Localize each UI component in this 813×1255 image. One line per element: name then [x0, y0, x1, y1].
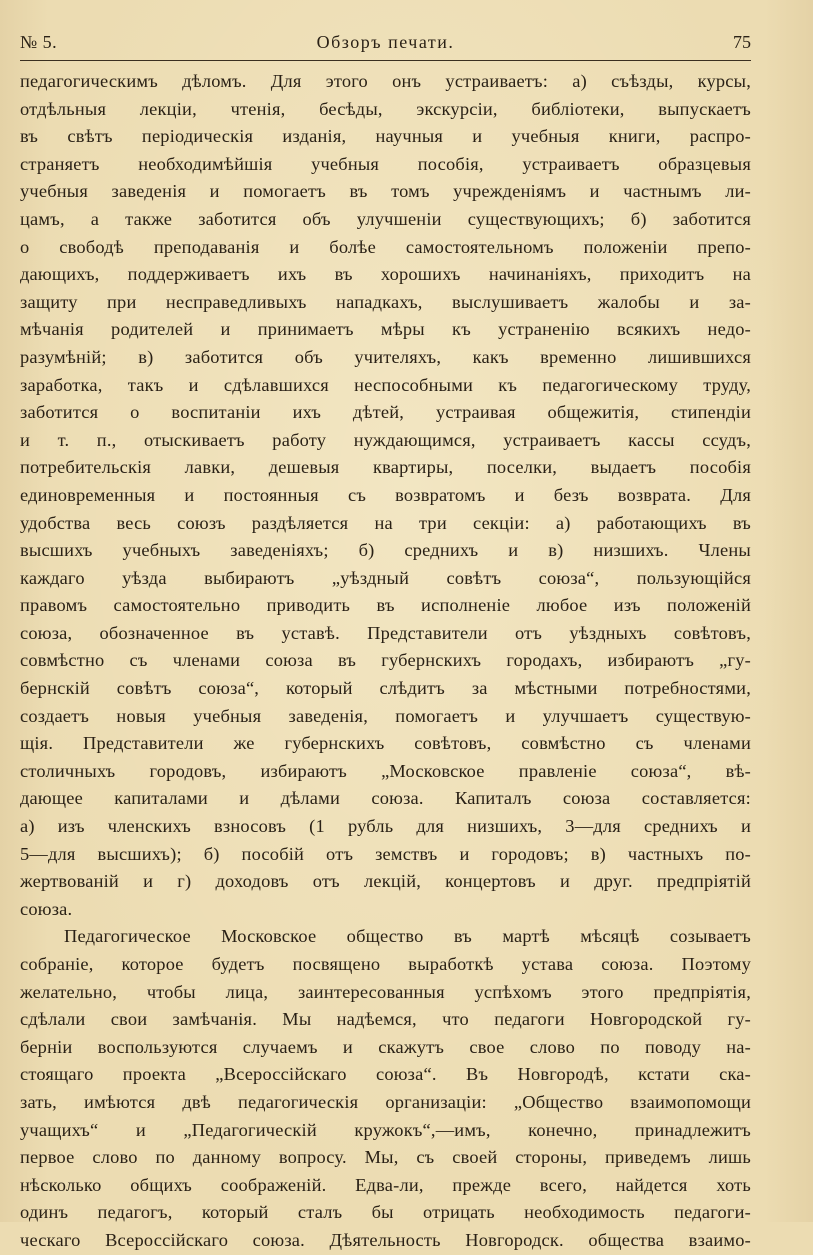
text-line: потребительскія лавки, дешевыя квартиры, поселки, выдаетъ пособія	[20, 457, 751, 478]
text-line: зать, имѣются двѣ педагогическія организаціи: „Общество взаимопомощи	[20, 1091, 751, 1112]
text-line: первое слово по данному вопросу. Мы, съ своей стороны, приведемъ лишь	[20, 1147, 751, 1168]
text-line: и т. п., отыскиваетъ работу нуждающимся, устраиваетъ кассы ссудъ,	[20, 429, 751, 450]
text-line: стоящаго проекта „Всероссійскаго союза“. Въ Новгородѣ, кстати ска-	[20, 1064, 751, 1085]
text-line: дающихъ, поддерживаетъ ихъ въ хорошихъ начинаніяхъ, приходитъ на	[20, 264, 751, 285]
paragraph-1	[20, 68, 751, 923]
text-line: ческаго Всероссійскаго союза. Дѣятельность Новгородск. общества взаимо-	[20, 1229, 751, 1250]
text-line: совмѣстно съ членами союза въ губернскихъ городахъ, избираютъ „гу-	[20, 650, 751, 671]
text-line: разумѣній; в) заботится объ учителяхъ, какъ временно лишившихся	[20, 346, 751, 367]
text-line: мѣчанія родителей и принимаетъ мѣры къ устраненію всякихъ недо-	[20, 319, 751, 340]
text-line: въ свѣтъ періодическія изданія, научныя и учебныя книги, распро-	[20, 126, 751, 147]
page-number: 75	[733, 32, 751, 52]
text-line: каждаго уѣзда выбираютъ „уѣздный совѣтъ союза“, пользующійся	[20, 567, 751, 588]
running-header	[20, 30, 751, 60]
text-line: высшихъ учебныхъ заведеніяхъ; б) среднихъ и в) низшихъ. Члены	[20, 540, 751, 561]
section-title: Обзоръ печати.	[316, 32, 455, 52]
text-line: учебныя заведенія и помогаетъ въ томъ учрежденіямъ и частнымъ ли-	[20, 181, 751, 202]
text-line: цамъ, а также заботится объ улучшеніи существующихъ; б) заботится	[20, 208, 751, 229]
paragraph-2	[20, 923, 751, 1254]
text-line: защиту при несправедливыхъ нападкахъ, выслушиваетъ жалобы и за-	[20, 291, 751, 312]
text-line: страняетъ необходимѣйшія учебныя пособія, устраиваетъ образцевыя	[20, 153, 751, 174]
text-line: заработка, такъ и сдѣлавшихся неспособными къ педагогическому труду,	[20, 374, 751, 395]
text-line: жертвованій и г) доходовъ отъ лекцій, концертовъ и друг. предпріятій	[20, 871, 751, 892]
text-line: одинъ педагогъ, который сталъ бы отрицать необходимость педагоги-	[20, 1202, 751, 1223]
text-line: удобства весь союзъ раздѣляется на три секціи: а) работающихъ въ	[20, 512, 751, 533]
text-line: нѣсколько общихъ соображеній. Едва-ли, прежде всего, найдется хоть	[20, 1174, 751, 1195]
text-line: бернскій совѣтъ союза“, который слѣдитъ за мѣстными потребностями,	[20, 678, 751, 699]
text-line: столичныхъ городовъ, избираютъ „Московское правленіе союза“, вѣ-	[20, 760, 751, 781]
text-line: желательно, чтобы лица, заинтересованныя успѣхомъ этого предпріятія,	[20, 981, 751, 1002]
text-line: Педагогическое Московское общество въ мартѣ мѣсяцѣ созываетъ	[64, 926, 751, 947]
text-line: щія. Представители же губернскихъ совѣтовъ, совмѣстно съ членами	[20, 733, 751, 754]
text-line: правомъ самостоятельно приводить въ исполненіе любое изъ положеній	[20, 595, 751, 616]
text-line: 5—для высшихъ); б) пособій отъ земствъ и городовъ; в) частныхъ по-	[20, 843, 751, 864]
text-line: дающее капиталами и дѣлами союза. Капиталъ союза составляется:	[20, 788, 751, 809]
text-line: собраніе, которое будетъ посвящено выработкѣ устава союза. Поэтому	[20, 954, 751, 974]
article-body	[20, 68, 751, 1255]
text-line: заботится о воспитаніи ихъ дѣтей, устраивая общежитія, стипендіи	[20, 402, 751, 423]
issue-number: № 5.	[20, 32, 58, 52]
text-line: союза, обозначенное въ уставѣ. Представители отъ уѣздныхъ совѣтовъ,	[20, 622, 751, 643]
text-line: создаетъ новыя учебныя заведенія, помогаетъ и улучшаетъ существую-	[20, 705, 751, 726]
text-line: о свободѣ преподаванія и болѣе самостоятельномъ положеніи препо-	[20, 236, 751, 257]
text-line: а) изъ членскихъ взносовъ (1 рубль для низшихъ, 3—для среднихъ и	[20, 816, 751, 837]
header-rule	[20, 60, 751, 61]
text-line: берніи воспользуются случаемъ и скажутъ свое слово по поводу на-	[20, 1036, 751, 1057]
text-line: союза.	[20, 898, 73, 919]
text-line: сдѣлали свои замѣчанія. Мы надѣемся, что педагоги Новгородской гу-	[20, 1009, 751, 1030]
text-line: учащихъ“ и „Педагогическій кружокъ“,—имъ, конечно, принадлежитъ	[20, 1119, 751, 1140]
text-line: единовременныя и постоянныя съ возвратомъ и безъ возврата. Для	[20, 484, 751, 505]
text-line: педагогическимъ дѣломъ. Для этого онъ устраиваетъ: а) съѣзды, курсы,	[20, 71, 751, 91]
text-line: отдѣльныя лекціи, чтенія, бесѣды, экскурсіи, библіотеки, выпускаетъ	[20, 98, 751, 119]
